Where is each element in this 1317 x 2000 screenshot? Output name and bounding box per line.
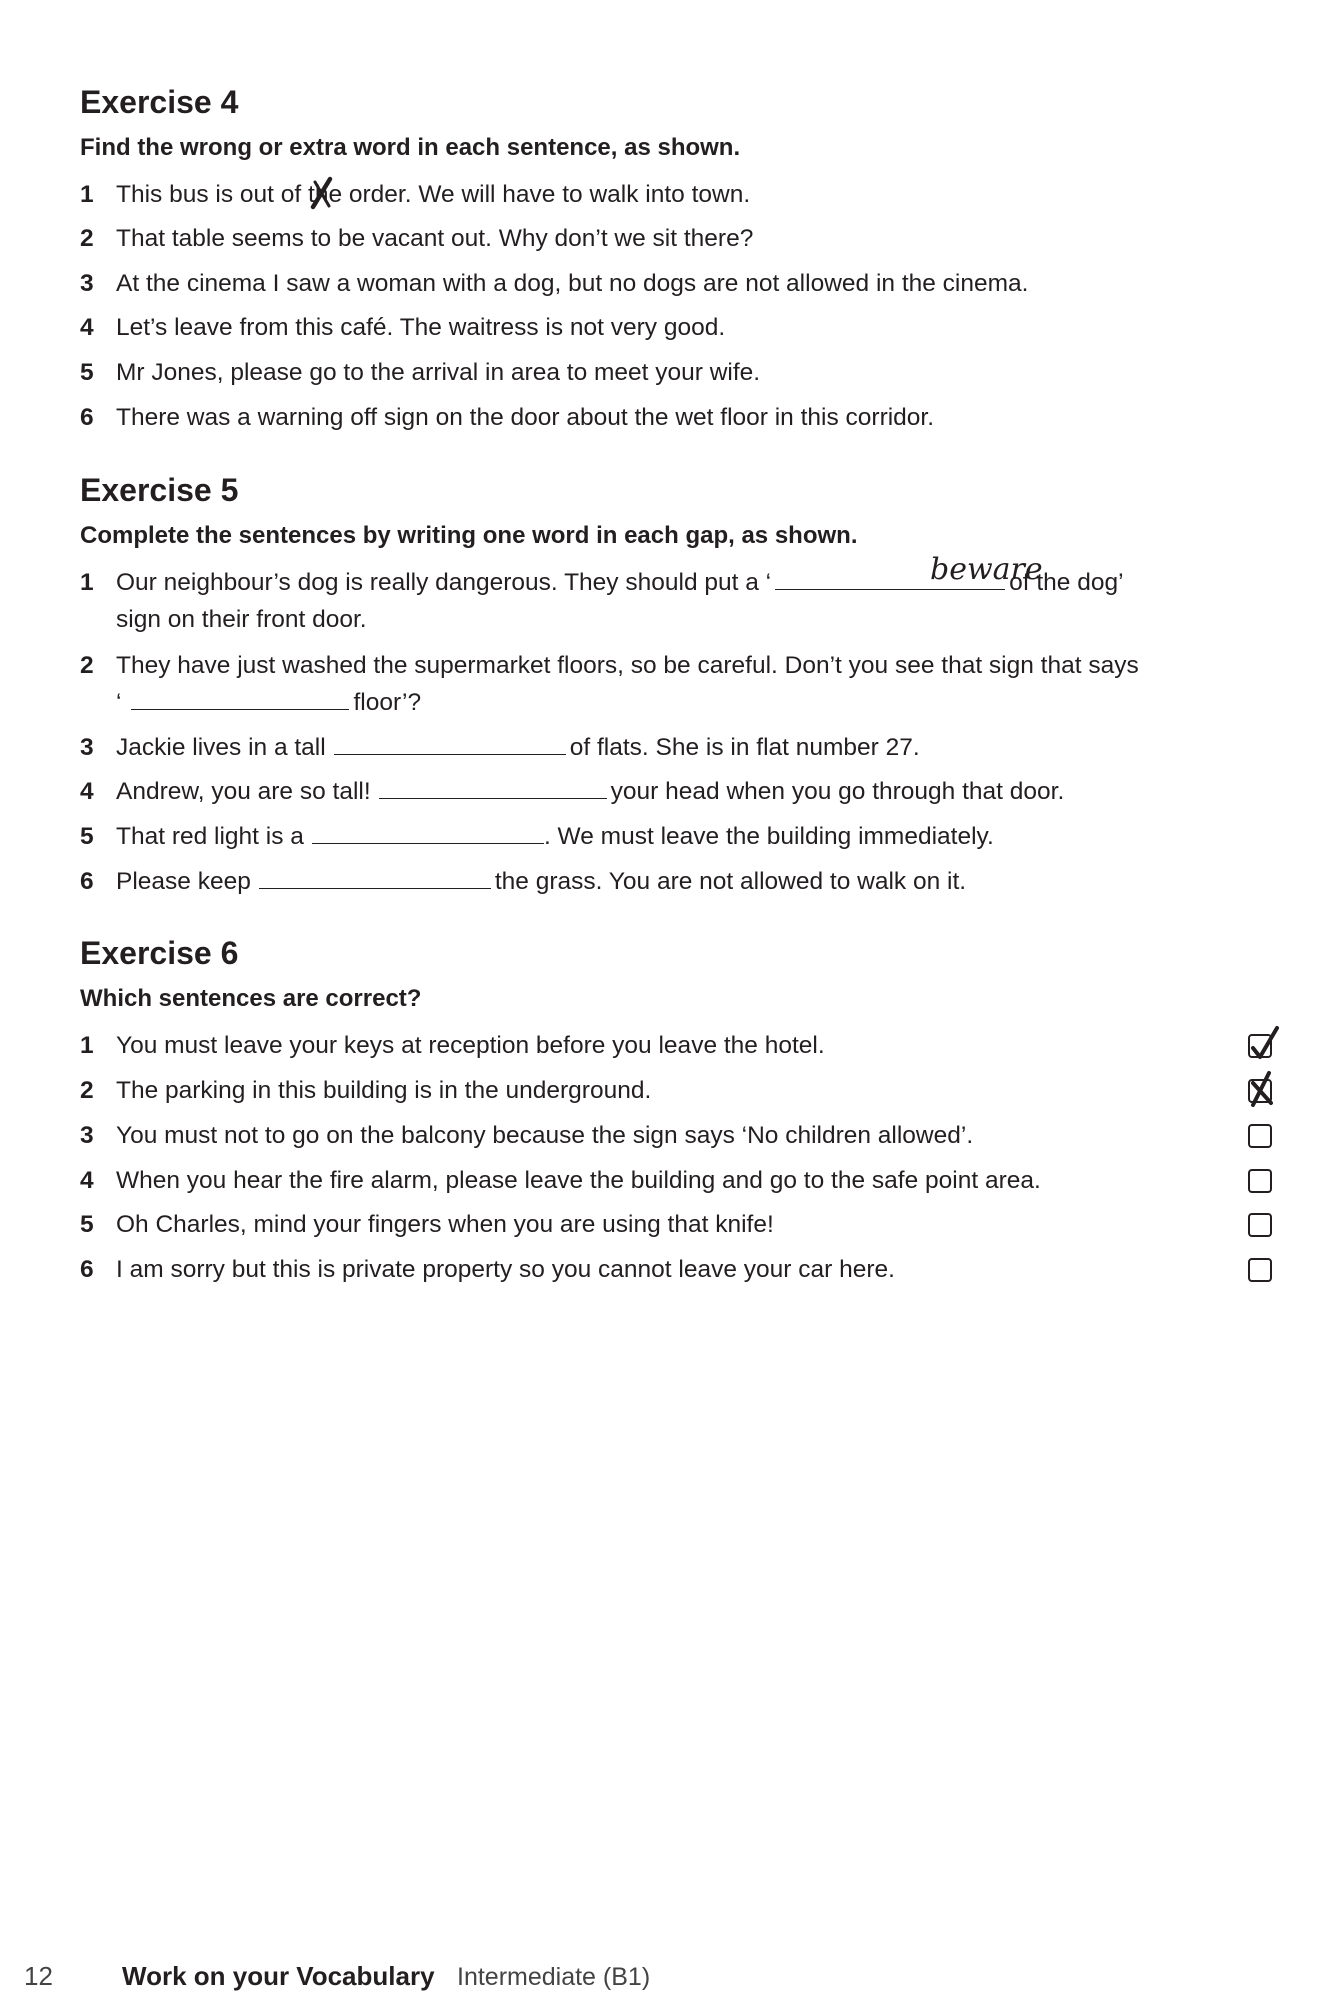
exercise-5-item-5 — [80, 818, 1260, 856]
item-number: 3 — [80, 1122, 94, 1149]
item-text: There was a warning off sign on the door about the wet floor in this corridor. — [116, 404, 935, 431]
item-text: When you hear the fire alarm, please leave the building and go to the safe point area. — [116, 1167, 1041, 1194]
item-text-after: of the dog’ — [1009, 569, 1124, 596]
answer-gap[interactable] — [334, 730, 566, 755]
item-number: 2 — [80, 225, 94, 252]
tick-mark-icon — [1247, 1026, 1281, 1066]
answer-checkbox-2[interactable] — [1248, 1079, 1272, 1103]
cross-mark-icon — [1247, 1071, 1281, 1111]
answer-checkbox-3[interactable] — [1248, 1124, 1272, 1148]
exercise-5-item-4 — [80, 773, 1260, 811]
item-number: 6 — [80, 868, 94, 895]
exercise-4-item-3 — [80, 265, 1260, 303]
exercise-6-item-6 — [80, 1251, 1260, 1289]
item-text-after: floor’? — [353, 689, 422, 716]
item-number: 5 — [80, 1211, 94, 1238]
exercise-5-item-1-continued: sign on their front door. — [116, 606, 367, 633]
opening-quote: ‘ — [116, 689, 122, 716]
item-number: 1 — [80, 1032, 94, 1059]
page-number: 12 — [24, 1961, 53, 1991]
item-text-before: This bus is out of t — [116, 181, 315, 208]
handwritten-answer: beware — [930, 552, 1043, 587]
exercise-5-item-2 — [80, 647, 1260, 685]
exercise-4-item-2 — [80, 220, 1260, 258]
item-text: That table seems to be vacant out. Why don’t we sit there? — [116, 225, 754, 252]
cross-out-mark-icon — [310, 176, 334, 210]
answer-gap[interactable] — [131, 685, 349, 710]
exercise-5-item-6 — [80, 863, 1260, 901]
exercise-5-item-3 — [80, 729, 1260, 767]
item-number: 4 — [80, 778, 94, 805]
exercise-6-instruction: Which sentences are correct? — [80, 985, 422, 1012]
exercise-4-item-1 — [80, 176, 1260, 214]
exercise-6-item-5 — [80, 1206, 1260, 1244]
item-number: 3 — [80, 734, 94, 761]
item-text-before: Jackie lives in a tall — [116, 734, 326, 761]
exercise-4-item-6 — [80, 399, 1260, 437]
item-text-before: They have just washed the supermarket floors, so be careful. Don’t you see that sign that says — [116, 652, 1139, 679]
item-number: 4 — [80, 1167, 94, 1194]
item-text-after: of flats. She is in flat number 27. — [569, 734, 920, 761]
item-text-after: the grass. You are not allowed to walk on it. — [494, 868, 967, 895]
exercise-6-item-4 — [80, 1162, 1260, 1200]
exercise-5-instruction: Complete the sentences by writing one word in each gap, as shown. — [80, 522, 858, 549]
answer-gap[interactable] — [312, 819, 544, 844]
item-number: 2 — [80, 1077, 94, 1104]
item-text-before: Please keep — [116, 868, 251, 895]
item-number: 5 — [80, 823, 94, 850]
exercise-6-item-1 — [80, 1027, 1260, 1065]
item-number: 2 — [80, 652, 94, 679]
answer-checkbox-5[interactable] — [1248, 1213, 1272, 1237]
item-text: You must not to go on the balcony because the sign says ‘No children allowed’. — [116, 1122, 974, 1149]
item-number: 1 — [80, 569, 94, 596]
exercise-4-instruction: Find the wrong or extra word in each sentence, as shown. — [80, 134, 741, 161]
book-level: Intermediate (B1) — [457, 1963, 651, 1991]
exercise-4-title: Exercise 4 — [80, 84, 239, 120]
item-text-after: . We must leave the building immediately. — [543, 823, 994, 850]
item-number: 4 — [80, 314, 94, 341]
item-text-before: Andrew, you are so tall! — [116, 778, 371, 805]
item-text: I am sorry but this is private property so you cannot leave your car here. — [116, 1256, 895, 1283]
item-text: Let’s leave from this café. The waitress is not very good. — [116, 314, 726, 341]
exercise-6-item-3 — [80, 1117, 1260, 1155]
item-text: At the cinema I saw a woman with a dog, but no dogs are not allowed in the cinema. — [116, 270, 1029, 297]
exercise-6-item-2 — [80, 1072, 1260, 1110]
exercise-4-item-5 — [80, 354, 1260, 392]
item-number: 6 — [80, 404, 94, 431]
item-text: Mr Jones, please go to the arrival in area to meet your wife. — [116, 359, 761, 386]
answer-checkbox-4[interactable] — [1248, 1169, 1272, 1193]
answer-gap[interactable] — [379, 774, 607, 799]
item-text: The parking in this building is in the underground. — [116, 1077, 652, 1104]
answer-checkbox-1[interactable] — [1248, 1034, 1272, 1058]
exercise-6-title: Exercise 6 — [80, 935, 239, 971]
item-number: 1 — [80, 181, 94, 208]
exercise-4-item-4 — [80, 309, 1260, 347]
item-number: 3 — [80, 270, 94, 297]
item-text: You must leave your keys at reception before you leave the hotel. — [116, 1032, 825, 1059]
item-text-before: That red light is a — [116, 823, 304, 850]
exercise-5-item-2-continued — [116, 684, 421, 722]
answer-gap[interactable] — [259, 864, 491, 889]
item-text-before: Our neighbour’s dog is really dangerous. They should put a ‘ — [116, 569, 772, 596]
exercise-5-item-1 — [80, 564, 1260, 602]
item-text-after: your head when you go through that door. — [610, 778, 1065, 805]
item-number: 5 — [80, 359, 94, 386]
answer-checkbox-6[interactable] — [1248, 1258, 1272, 1282]
book-title: Work on your Vocabulary — [122, 1961, 435, 1991]
item-text-after: e order. We will have to walk into town. — [328, 181, 751, 208]
crossed-out-letter: h — [315, 176, 329, 214]
exercise-5-title: Exercise 5 — [80, 472, 239, 508]
item-number: 6 — [80, 1256, 94, 1283]
item-text: Oh Charles, mind your fingers when you are using that knife! — [116, 1211, 774, 1238]
